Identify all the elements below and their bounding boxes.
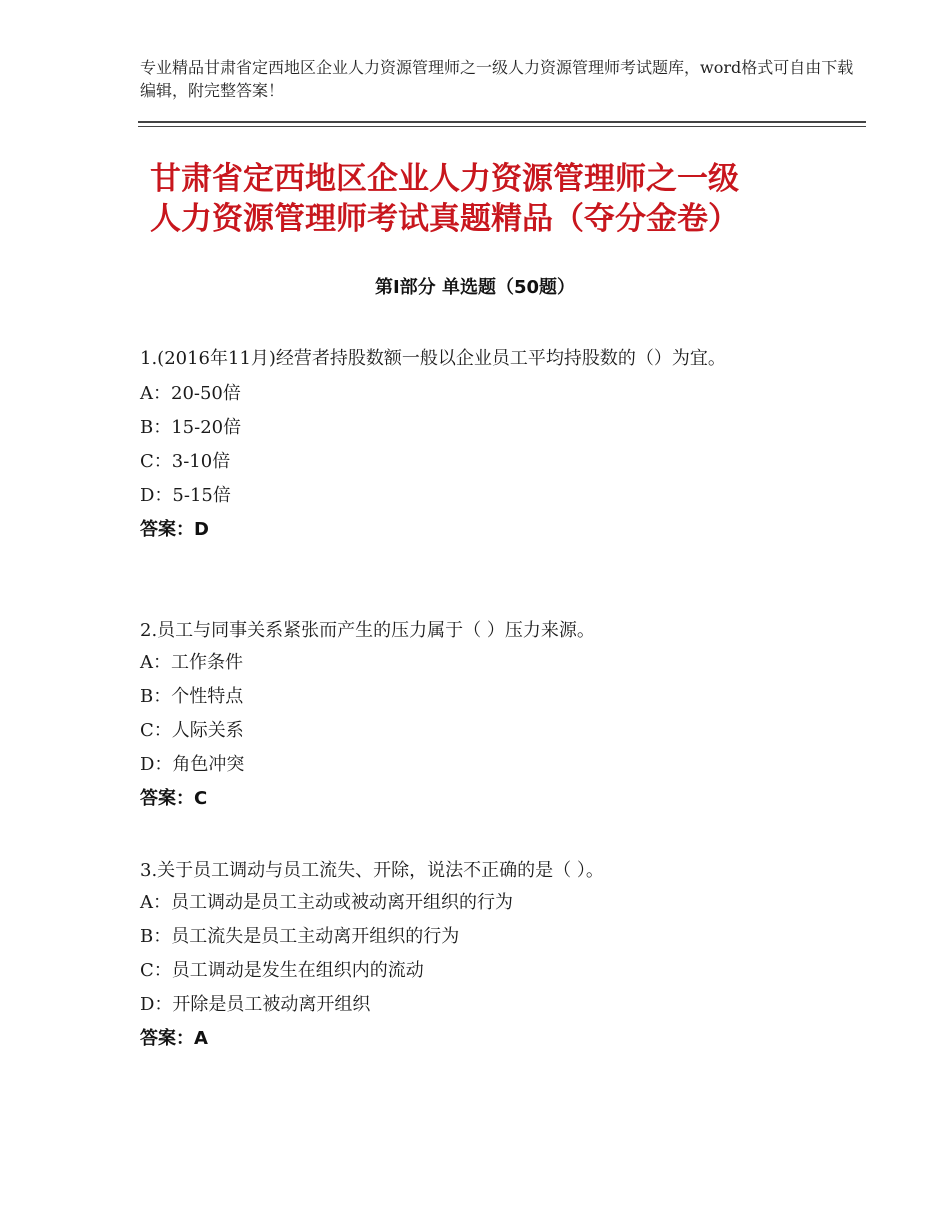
option-b: B：员工流失是员工主动离开组织的行为 xyxy=(140,926,460,947)
document-title xyxy=(150,159,850,239)
option-b: B：个性特点 xyxy=(140,686,244,707)
question-3 xyxy=(140,855,820,1056)
question-stem: 3.关于员工调动与员工流失、开除，说法不正确的是（ ）。 xyxy=(140,860,604,881)
document-header-note: 专业精品甘肃省定西地区企业人力资源管理师之一级人力资源管理师考试题库，word格式可自由下载编辑，附完整答案！ xyxy=(140,58,854,100)
question-stem: 1.(2016年11月)经营者持股数额一般以企业员工平均持股数的（）为宜。 xyxy=(140,348,726,369)
header-divider-thick xyxy=(138,121,866,123)
section-title: 第Ⅰ部分 单选题（50题） xyxy=(374,277,575,298)
option-c: C：3-10倍 xyxy=(140,451,231,472)
option-d: D：5-15倍 xyxy=(140,485,231,506)
answer: 答案：A xyxy=(140,1028,208,1049)
question-2 xyxy=(140,615,820,816)
option-d: D：角色冲突 xyxy=(140,754,245,775)
answer: 答案：C xyxy=(140,788,208,809)
document-title-line-2: 人力资源管理师考试真题精品（夺分金卷） xyxy=(150,201,739,237)
option-c: C：人际关系 xyxy=(140,720,244,741)
option-a: A：20-50倍 xyxy=(140,383,241,404)
header-divider-thin xyxy=(138,126,866,127)
option-a: A：员工调动是员工主动或被动离开组织的行为 xyxy=(140,892,513,913)
option-c: C：员工调动是发生在组织内的流动 xyxy=(140,960,424,981)
question-1 xyxy=(140,343,820,547)
document-title-line-1: 甘肃省定西地区企业人力资源管理师之一级 xyxy=(150,161,739,197)
answer: 答案：D xyxy=(140,519,209,540)
option-b: B：15-20倍 xyxy=(140,417,242,438)
option-a: A：工作条件 xyxy=(140,652,243,673)
question-stem: 2.员工与同事关系紧张而产生的压力属于（ ）压力来源。 xyxy=(140,620,595,641)
option-d: D：开除是员工被动离开组织 xyxy=(140,994,371,1015)
